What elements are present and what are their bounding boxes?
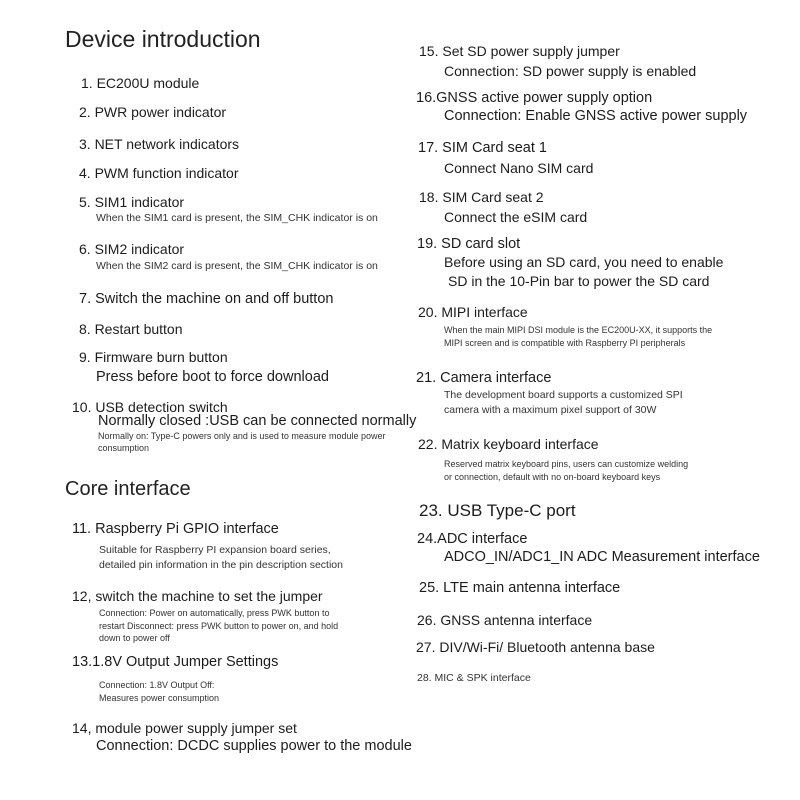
item-21: 21. Camera interface xyxy=(416,370,552,386)
item-11-desc-1: Suitable for Raspberry PI expansion board series, xyxy=(99,544,331,556)
item-19-desc-1: Before using an SD card, you need to enable xyxy=(444,254,724,270)
item-16-desc: Connection: Enable GNSS active power supply xyxy=(444,108,748,124)
item-28: 28. MIC & SPK interface xyxy=(417,672,531,684)
item-25: 25. LTE main antenna interface xyxy=(419,580,621,596)
item-6: 6. SIM2 indicator xyxy=(79,241,185,257)
item-19-desc-2: SD in the 10-Pin bar to power the SD card xyxy=(448,273,710,289)
item-18: 18. SIM Card seat 2 xyxy=(419,189,544,205)
item-1: 1. EC200U module xyxy=(81,75,200,91)
item-24-desc: ADCO_IN/ADC1_IN ADC Measurement interface xyxy=(444,549,760,565)
item-12: 12, switch the machine to set the jumper xyxy=(72,588,323,604)
item-11-desc-2: detailed pin information in the pin description section xyxy=(99,559,343,571)
item-20-desc-1: When the main MIPI DSI module is the EC200U-XX, it supports the xyxy=(444,325,713,335)
item-10-desc-2: Normally on: Type-C powers only and is used to measure module power xyxy=(98,431,386,441)
item-10-desc-1: Normally closed :USB can be connected normally xyxy=(98,413,417,429)
item-10: 10. USB detection switch xyxy=(72,399,228,415)
item-16: 16.GNSS active power supply option xyxy=(416,90,653,106)
item-5: 5. SIM1 indicator xyxy=(79,194,185,210)
item-12-desc-2: restart Disconnect: press PWK button to power on, and hold xyxy=(99,621,339,631)
item-20-desc-2: MIPI screen and is compatible with Raspberry PI peripherals xyxy=(444,338,686,348)
item-22: 22. Matrix keyboard interface xyxy=(418,436,599,452)
item-9: 9. Firmware burn button xyxy=(79,349,228,365)
item-21-desc-2: camera with a maximum pixel support of 30W xyxy=(444,404,657,416)
item-5-desc: When the SIM1 card is present, the SIM_CHK indicator is on xyxy=(96,212,378,224)
item-17: 17. SIM Card seat 1 xyxy=(418,140,547,156)
item-12-desc-1: Connection: Power on automatically, press PWK button to xyxy=(99,608,330,618)
item-15: 15. Set SD power supply jumper xyxy=(419,43,620,59)
heading-core-interface: Core interface xyxy=(65,478,191,500)
item-3: 3. NET network indicators xyxy=(79,136,240,152)
item-22-desc-1: Reserved matrix keyboard pins, users can customize welding xyxy=(444,459,689,469)
item-13-desc-1: Connection: 1.8V Output Off: xyxy=(99,680,215,690)
item-9-desc: Press before boot to force download xyxy=(96,369,329,385)
item-19: 19. SD card slot xyxy=(417,236,521,252)
item-17-desc: Connect Nano SIM card xyxy=(444,160,594,176)
item-11: 11. Raspberry Pi GPIO interface xyxy=(72,521,279,537)
item-24: 24.ADC interface xyxy=(417,531,528,547)
item-14-desc: Connection: DCDC supplies power to the module xyxy=(96,738,412,754)
item-23: 23. USB Type-C port xyxy=(419,501,576,520)
item-13: 13.1.8V Output Jumper Settings xyxy=(72,654,279,670)
item-4: 4. PWM function indicator xyxy=(79,165,239,181)
item-6-desc: When the SIM2 card is present, the SIM_CHK indicator is on xyxy=(96,260,378,272)
item-21-desc-1: The development board supports a customized SPI xyxy=(444,389,683,401)
item-10-desc-3: consumption xyxy=(98,443,150,453)
item-7: 7. Switch the machine on and off button xyxy=(79,291,334,307)
item-14: 14, module power supply jumper set xyxy=(72,720,297,736)
item-26: 26. GNSS antenna interface xyxy=(417,612,593,628)
item-20: 20. MIPI interface xyxy=(418,304,528,320)
item-18-desc: Connect the eSIM card xyxy=(444,209,588,225)
item-27: 27. DIV/Wi-Fi/ Bluetooth antenna base xyxy=(416,639,655,655)
item-12-desc-3: down to power off xyxy=(99,633,170,643)
heading-device-introduction: Device introduction xyxy=(65,26,261,52)
item-22-desc-2: or connection, default with no on-board keyboard keys xyxy=(444,472,661,482)
item-8: 8. Restart button xyxy=(79,321,183,337)
item-15-desc: Connection: SD power supply is enabled xyxy=(444,63,697,79)
item-13-desc-2: Measures power consumption xyxy=(99,693,220,703)
item-2: 2. PWR power indicator xyxy=(79,104,227,120)
